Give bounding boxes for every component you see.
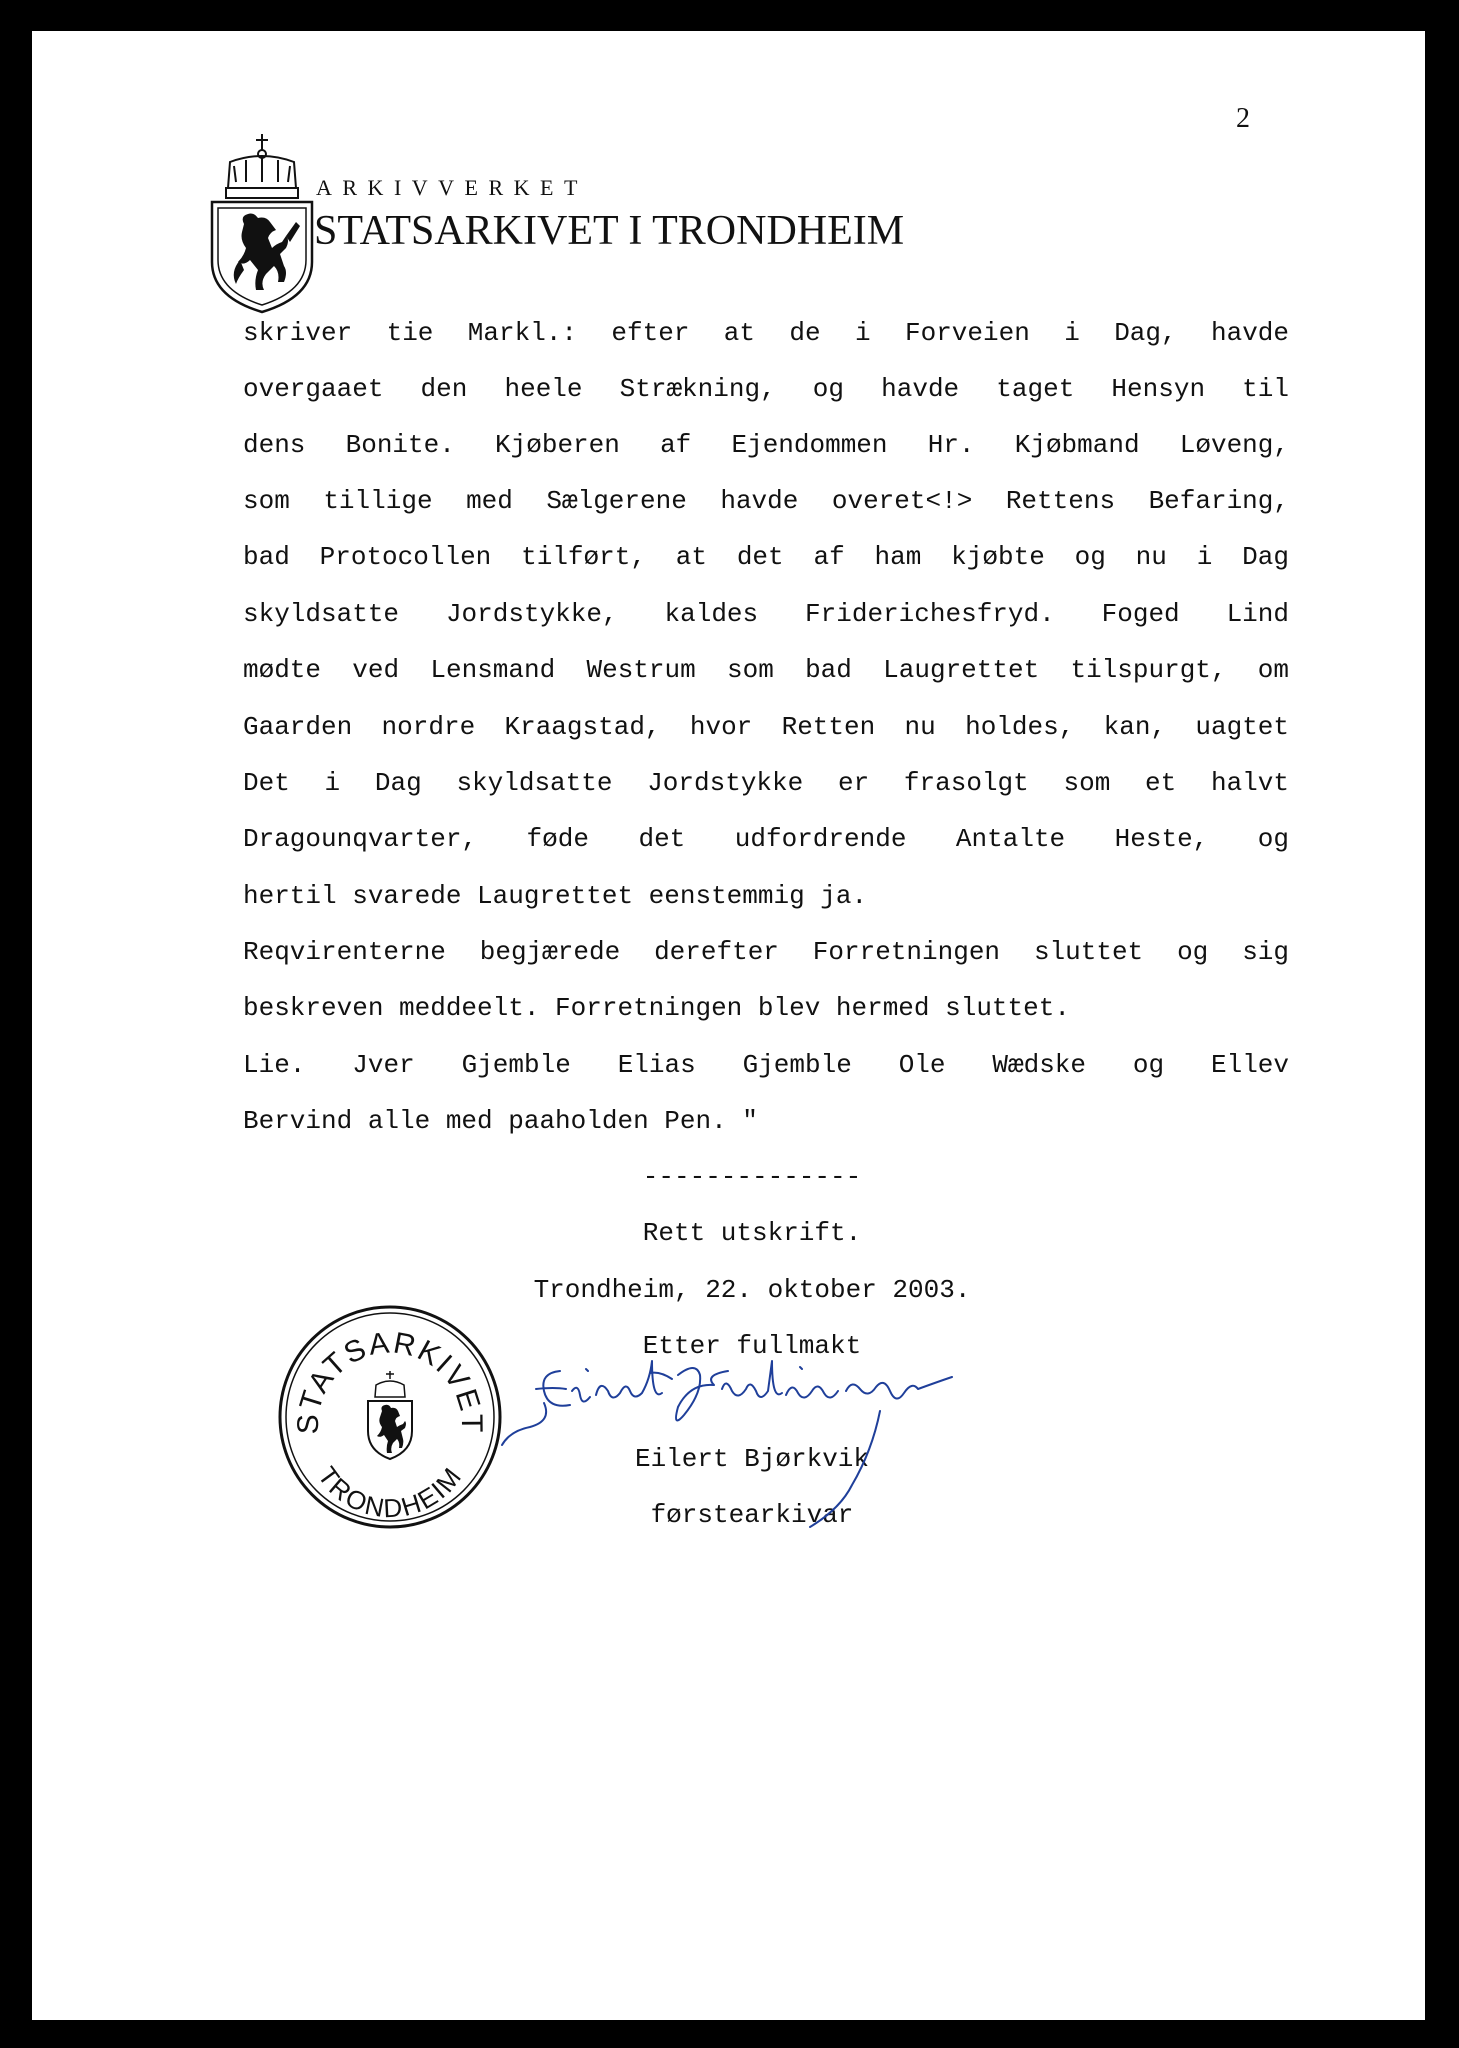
official-stamp	[276, 1303, 504, 1531]
certification-text: Rett utskrift.	[642, 1218, 862, 1248]
body-line: Det i Dag skyldsatte Jordstykke er frasolgt som et halvt	[243, 768, 1289, 798]
stamp-bottom-text: TRONDHEIM	[312, 1460, 469, 1524]
document-page	[32, 31, 1425, 2020]
body-line: skyldsatte Jordstykke, kaldes Friderichesfryd. Foged Lind	[243, 599, 1289, 629]
body-line: beskreven meddeelt. Forretningen blev hermed sluttet.	[243, 993, 1070, 1023]
body-line: Gaarden nordre Kraagstad, hvor Retten nu holdes, kan, uagtet	[243, 712, 1289, 742]
place-date: Trondheim, 22. oktober 2003.	[533, 1275, 971, 1305]
organization-name-small: ARKIVVERKET	[316, 175, 588, 200]
body-line: Lie. Jver Gjemble Elias Gjemble Ole Wædske og Ellev	[243, 1050, 1289, 1080]
body-line: som tillige med Sælgerene havde overet<!> Rettens Befaring,	[243, 486, 1289, 516]
divider-line: --------------	[642, 1162, 862, 1192]
signatory-title: førstearkivar	[650, 1500, 854, 1530]
body-line: dens Bonite. Kjøberen af Ejendommen Hr. Kjøbmand Løveng,	[243, 430, 1289, 460]
body-line: Bervind alle med paaholden Pen. "	[243, 1106, 758, 1136]
signatory-name: Eilert Bjørkvik	[634, 1444, 870, 1474]
stamp-top-text: STATSARKIVET	[291, 1326, 489, 1435]
authority-text: Etter fullmakt	[642, 1331, 862, 1361]
body-line: hertil svarede Laugrettet eenstemmig ja.	[243, 881, 868, 911]
body-line: mødte ved Lensmand Westrum som bad Laugrettet tilspurgt, om	[243, 655, 1289, 685]
page-number: 2	[1236, 103, 1250, 134]
body-line: skriver tie Markl.: efter at de i Forveien i Dag, havde	[243, 318, 1289, 348]
body-line: Reqvirenterne begjærede derefter Forretningen sluttet og sig	[243, 937, 1289, 967]
coat-of-arms-logo	[200, 132, 324, 314]
body-line: bad Protocollen tilført, at det af ham kjøbte og nu i Dag	[243, 542, 1289, 572]
organization-name-large: STATSARKIVET I TRONDHEIM	[314, 208, 905, 254]
handwritten-signature	[500, 1331, 1120, 1551]
body-line: overgaaet den heele Strækning, og havde taget Hensyn til	[243, 374, 1289, 404]
body-line: Dragounqvarter, føde det udfordrende Antalte Heste, og	[243, 824, 1289, 854]
